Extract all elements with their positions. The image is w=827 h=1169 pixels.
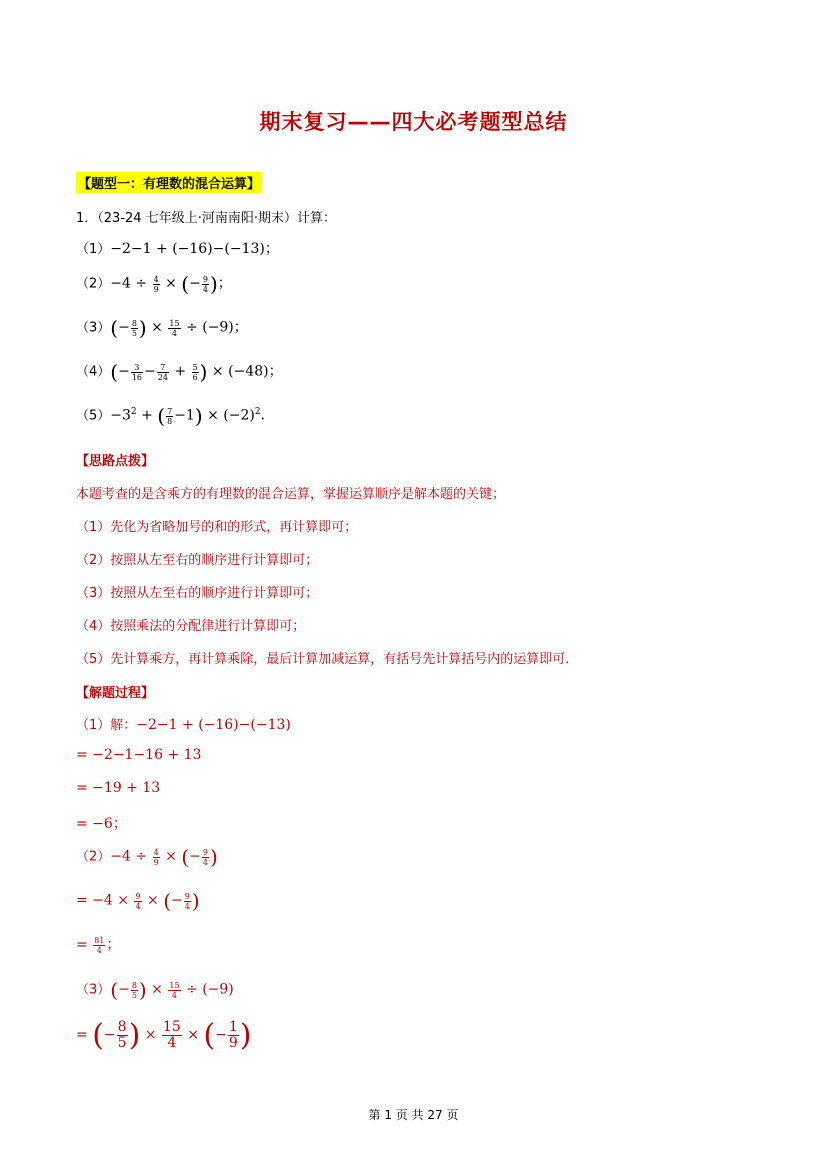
expr-segment: × (−48)； — [207, 363, 283, 380]
solution-step: = −2−1−16 + 13 — [76, 747, 202, 763]
expr-segment: × — [160, 275, 182, 292]
hint-item: （5）先计算乘方，再计算乘除，最后计算加减运算，有括号先计算括号内的运算即可． — [76, 652, 579, 667]
page-footer: 第 1 页 共 27 页 — [368, 1108, 459, 1122]
question-part-4: （4）(− $\frac{3}{16}$ − $\frac{7}{24}$ + $\frac{5}{6}$ ) × (−48)； — [76, 360, 283, 384]
solution-step: = −4 × $\frac{9}{4}$ × (− $\frac{9}{4}$ ) — [76, 889, 200, 913]
question-number: 1． — [76, 211, 98, 226]
part-label: （5） — [76, 408, 111, 424]
solution-step: = (− $\frac{8}{5}$ ) × $\frac{15}{4}$ × (− $\frac{1}{9}$ ) — [76, 1018, 252, 1053]
part-label: （3） — [76, 320, 111, 336]
solution-step: = −6； — [76, 816, 127, 832]
solution-step: （2）−4 ÷ $\frac{4}{9}$ × (− $\frac{9}{4}$ ) — [76, 845, 218, 869]
solution-step: = $\frac{81}{4}$ ； — [76, 936, 121, 955]
hint-item: （3）按照从左至右的顺序进行计算即可； — [76, 586, 319, 601]
question-source: （23-24 七年级上·河南南阳·期末）计算： — [97, 211, 336, 226]
part-label: （2） — [76, 276, 111, 292]
question-part-3: （3）(− $\frac{8}{5}$ ) × $\frac{15}{4}$ ÷ (−9)； — [76, 316, 248, 340]
question-part-5: $(5)-3^2$ + ( $\frac{7}{8}$ $-1) \times (-2)^2$． — [76, 404, 275, 428]
fraction: $\frac{3}{16}$ — [131, 362, 143, 382]
hint-item: （1）先化为省略加号的和的形式，再计算即可； — [76, 520, 358, 535]
solution-step: （1）解：−2−1 + (−16)−(−13) — [76, 717, 291, 733]
page-title: 期末复习——四大必考题型总结 — [259, 110, 568, 134]
question-header — [76, 207, 336, 226]
fraction: $\frac{7}{8}$ — [167, 406, 173, 426]
hint-intro: 本题考查的是含乘方的有理数的混合运算，掌握运算顺序是解本题的关键； — [76, 487, 506, 502]
hint-item: （2）按照从左至右的顺序进行计算即可； — [76, 553, 319, 568]
section-tag: 【题型一：有理数的混合运算】 — [76, 172, 262, 193]
hint-item: （4）按照乘法的分配律进行计算即可； — [76, 619, 306, 634]
expr-segment: −4 ÷ — [110, 275, 152, 292]
hint-heading: 【思路点拨】 — [76, 454, 155, 469]
part-label: （4） — [76, 364, 111, 380]
solution-step: = −19 + 13 — [76, 780, 161, 796]
fraction: $\frac{8}{5}$ — [131, 318, 137, 338]
part-label: （1） — [76, 242, 111, 257]
expr-segment: ÷ (−9)； — [181, 319, 248, 336]
fraction: $\frac{5}{6}$ — [192, 362, 198, 382]
question-part-1 — [76, 238, 279, 258]
solution-heading: 【解题过程】 — [76, 686, 155, 701]
fraction: $\frac{7}{24}$ — [157, 362, 168, 382]
fraction: $\frac{4}{9}$ — [153, 274, 159, 294]
fraction: $\frac{9}{4}$ — [202, 274, 208, 294]
solution-step: （3）(− $\frac{8}{5}$ ) × $\frac{15}{4}$ ÷ (−9) — [76, 978, 234, 1002]
part-expression: −2−1 + (−16)−(−13)； — [110, 241, 279, 257]
fraction: $\frac{15}{4}$ — [169, 318, 180, 338]
question-part-2: （2）−4 ÷ $\frac{4}{9}$ × (− $\frac{9}{4}$ )； — [76, 272, 232, 296]
